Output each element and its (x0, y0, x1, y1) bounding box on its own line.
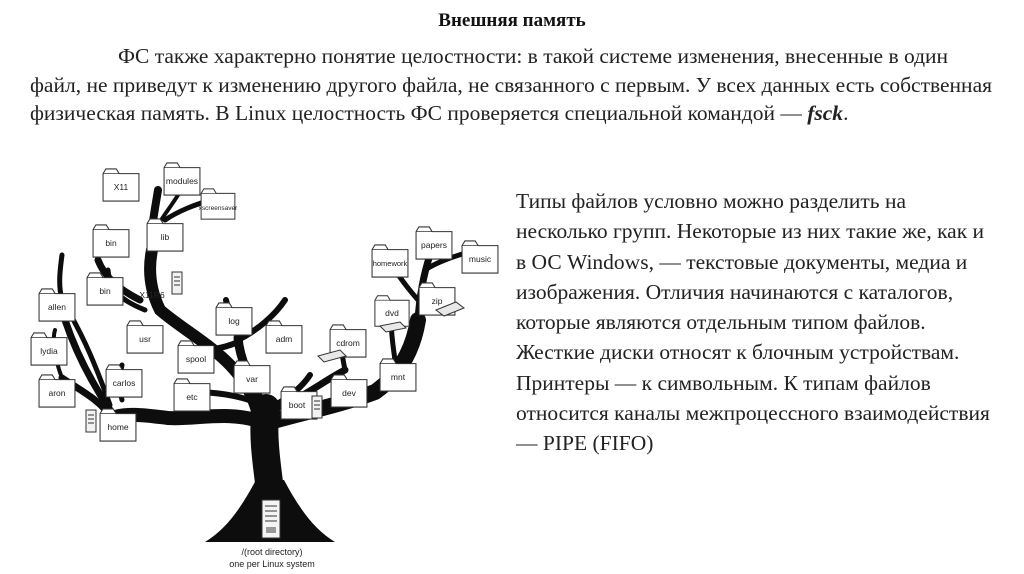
folder-lib (147, 219, 183, 251)
folder-x11 (103, 169, 139, 201)
root-server-icon (262, 500, 280, 538)
svg-text:allen: allen (48, 302, 66, 312)
svg-text:bin: bin (99, 286, 111, 296)
svg-text:lydia: lydia (40, 346, 58, 356)
folder-music (462, 241, 498, 273)
svg-text:etc: etc (186, 392, 198, 402)
linux-directory-tree (0, 160, 510, 574)
folder-bin-mid (87, 273, 123, 305)
server-x11r6-icon (172, 272, 182, 294)
server-home-icon (86, 410, 96, 432)
folder-var (234, 361, 270, 393)
svg-text:aron: aron (48, 388, 66, 398)
intro-paragraph (30, 42, 1000, 128)
folder-etc (174, 379, 210, 411)
folder-x11r6 (139, 290, 165, 300)
intro-end: . (843, 101, 849, 125)
svg-text:log: log (228, 316, 240, 326)
svg-text:cdrom: cdrom (336, 338, 360, 348)
svg-text:var: var (246, 374, 258, 384)
folder-papers (416, 227, 452, 259)
folder-xscreensaver (199, 189, 238, 219)
svg-text:lib: lib (160, 232, 170, 242)
folder-mnt (380, 359, 416, 391)
svg-text:X11: X11 (113, 182, 129, 192)
slide-title: Внешняя память (438, 10, 586, 31)
folder-modules (164, 163, 200, 195)
svg-text:boot: boot (288, 400, 306, 410)
svg-text:xscreensaver: xscreensaver (198, 205, 238, 212)
svg-text:usr: usr (139, 334, 151, 344)
svg-text:modules: modules (165, 176, 199, 186)
folder-dvd (375, 296, 409, 327)
svg-text:dvd: dvd (385, 308, 399, 318)
folder-log (216, 303, 252, 335)
folder-aron (39, 375, 75, 407)
folder-usr (127, 321, 163, 353)
svg-text:spool: spool (185, 354, 207, 364)
svg-text:dev: dev (342, 388, 356, 398)
folder-adm (266, 321, 302, 353)
folder-lydia (31, 333, 67, 365)
svg-text:homework: homework (372, 259, 408, 268)
svg-text:papers: papers (421, 240, 447, 250)
svg-text:home: home (107, 422, 129, 432)
folder-spool (178, 341, 214, 373)
server-boot-icon (312, 396, 322, 418)
svg-text:adm: adm (275, 334, 293, 344)
file-types-paragraph: Типы файлов условно можно разделить на несколько групп. Некоторые из них такие же, как и в ОС Windows, — текстовые документы, медиа и изображения. Отличия начинаются с каталогов, которые являются отдельным типом файлов. Жесткие диски относят к блочным устройствам. Принтеры — к символьным. К типам файлов относится каналы межпроцессного взаимодействия — PIPE (FIFO) (516, 189, 990, 456)
root-directory-label: /(root directory) (241, 547, 303, 557)
svg-text:carlos: carlos (112, 378, 136, 388)
folder-dev (331, 375, 367, 407)
folder-homework (372, 245, 408, 277)
svg-text:X11R6: X11R6 (139, 290, 165, 300)
svg-text:mnt: mnt (390, 372, 406, 382)
folder-home (100, 409, 136, 441)
folder-bin-top (93, 225, 129, 257)
folder-allen (39, 289, 75, 321)
root-system-label: one per Linux system (229, 559, 315, 569)
svg-text:zip: zip (431, 296, 443, 306)
intro-text: ФС также характерно понятие целостности: в такой системе изменения, внесенные в один файл, не приведут к изменению другого файла, не связанного с первым. У всех данных есть собственная физическая память. В Linux целостность ФС проверяется специальной командой — (30, 44, 992, 125)
svg-text:bin: bin (105, 238, 117, 248)
fsck-command: fsck (807, 101, 844, 125)
folder-carlos (106, 365, 142, 397)
svg-text:music: music (468, 254, 492, 264)
